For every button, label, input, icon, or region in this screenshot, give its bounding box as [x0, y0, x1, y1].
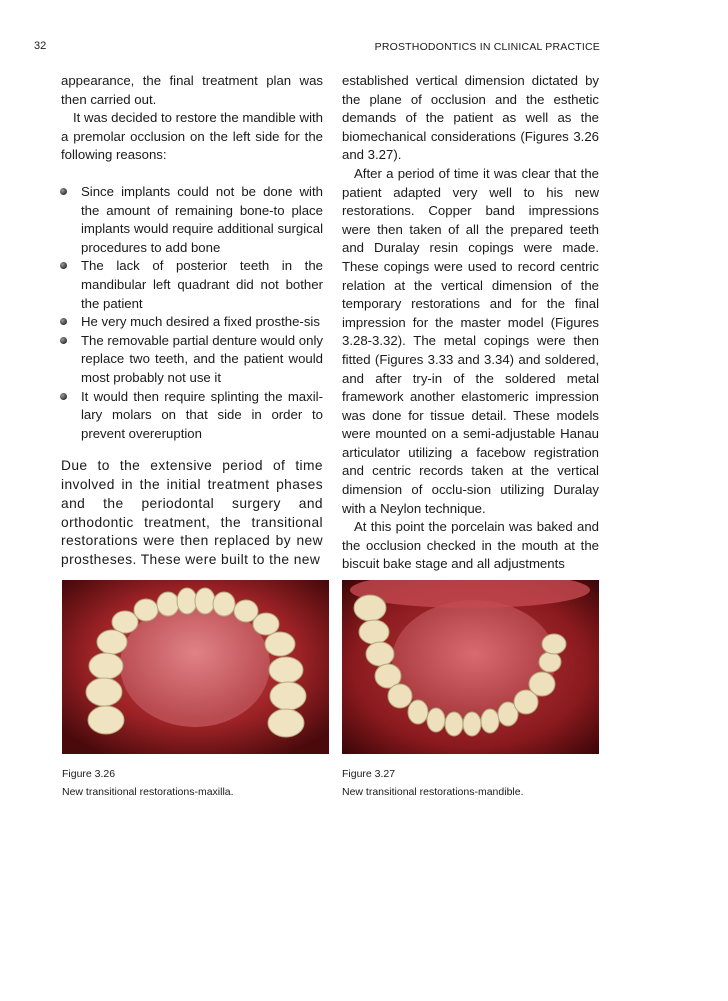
- right-paragraph-2: After a period of time it was clear that the patient adapted very well to his new restorations. Copper band impressions were then taken of all the prepared teeth and Duralay resin copings were made. These copings were used to record centric relation at the vertical dimension of the temporary restorations and for the final impression for the master model (Figures 3.28-3.32). The metal copings were then fitted (Figures 3.33 and 3.34) and soldered, and after try-in of the soldered metal framework another elastomeric impression was done for tissue detail. These models were mounted on a semi-adjustable Hanau articulator utilizing a facebow registration and centric records taken at the vertical dimension of occlu-sion utilizing Duralay with a Neylon technique.: [342, 165, 599, 516]
- list-item: [81, 332, 323, 388]
- bullet-icon: [60, 188, 67, 195]
- right-paragraph-3: At this point the porcelain was baked and the occlusion checked in the mouth at the biscuit bake stage and all adjustments: [342, 519, 599, 572]
- left-paragraph-2: It was decided to restore the mandible with a premolar occlusion on the left side for the following reasons:: [61, 110, 323, 163]
- bullet-icon: [60, 337, 67, 344]
- reasons-list: [61, 183, 323, 443]
- page-number: 32: [34, 40, 47, 52]
- list-item: [81, 257, 323, 313]
- left-paragraph-3: Due to the extensive period of time involved in the initial treatment phases and the periodontal surgery and orthodontic treatment, the transitional restorations were then replaced by new prostheses. These were built to the new: [61, 458, 323, 568]
- left-text-column: [61, 72, 323, 570]
- figure-3-26-caption: New transitional restorations-maxilla.: [62, 786, 234, 798]
- figure-3-27-label: Figure 3.27: [342, 768, 396, 780]
- left-paragraph-1: appearance, the final treatment plan was then carried out.: [61, 73, 323, 107]
- bullet-icon: [60, 318, 67, 325]
- figure-3-27-caption: New transitional restorations-mandible.: [342, 786, 524, 798]
- right-paragraph-1: established vertical dimension dictated by the plane of occlusion and the esthetic demands of the patient as well as the biomechanical considerations (Figures 3.26 and 3.27).: [342, 73, 599, 163]
- list-item: [81, 183, 323, 257]
- running-head: PROSTHODONTICS IN CLINICAL PRACTICE: [374, 41, 600, 53]
- list-item: [81, 313, 323, 332]
- figure-3-26-label: Figure 3.26: [62, 768, 116, 780]
- list-item-text: He very much desired a fixed prosthe-sis: [81, 314, 320, 330]
- figure-3-27-photo: [342, 580, 599, 754]
- bullet-icon: [60, 262, 67, 269]
- list-item-text: The lack of posterior teeth in the mandibular left quadrant did not bother the patient: [81, 258, 323, 311]
- figure-3-26-photo: [62, 580, 329, 754]
- bullet-icon: [60, 393, 67, 400]
- list-item-text: Since implants could not be done with the amount of remaining bone-to place implants would require additional surgical procedures to add bone: [81, 183, 323, 255]
- list-item: [81, 388, 323, 444]
- right-text-column: [342, 72, 599, 574]
- list-item-text: The removable partial denture would only replace two teeth, and the patient would most probably not use it: [81, 332, 323, 385]
- list-item-text: It would then require splinting the maxil-lary molars on that side in order to prevent overeruption: [81, 388, 323, 441]
